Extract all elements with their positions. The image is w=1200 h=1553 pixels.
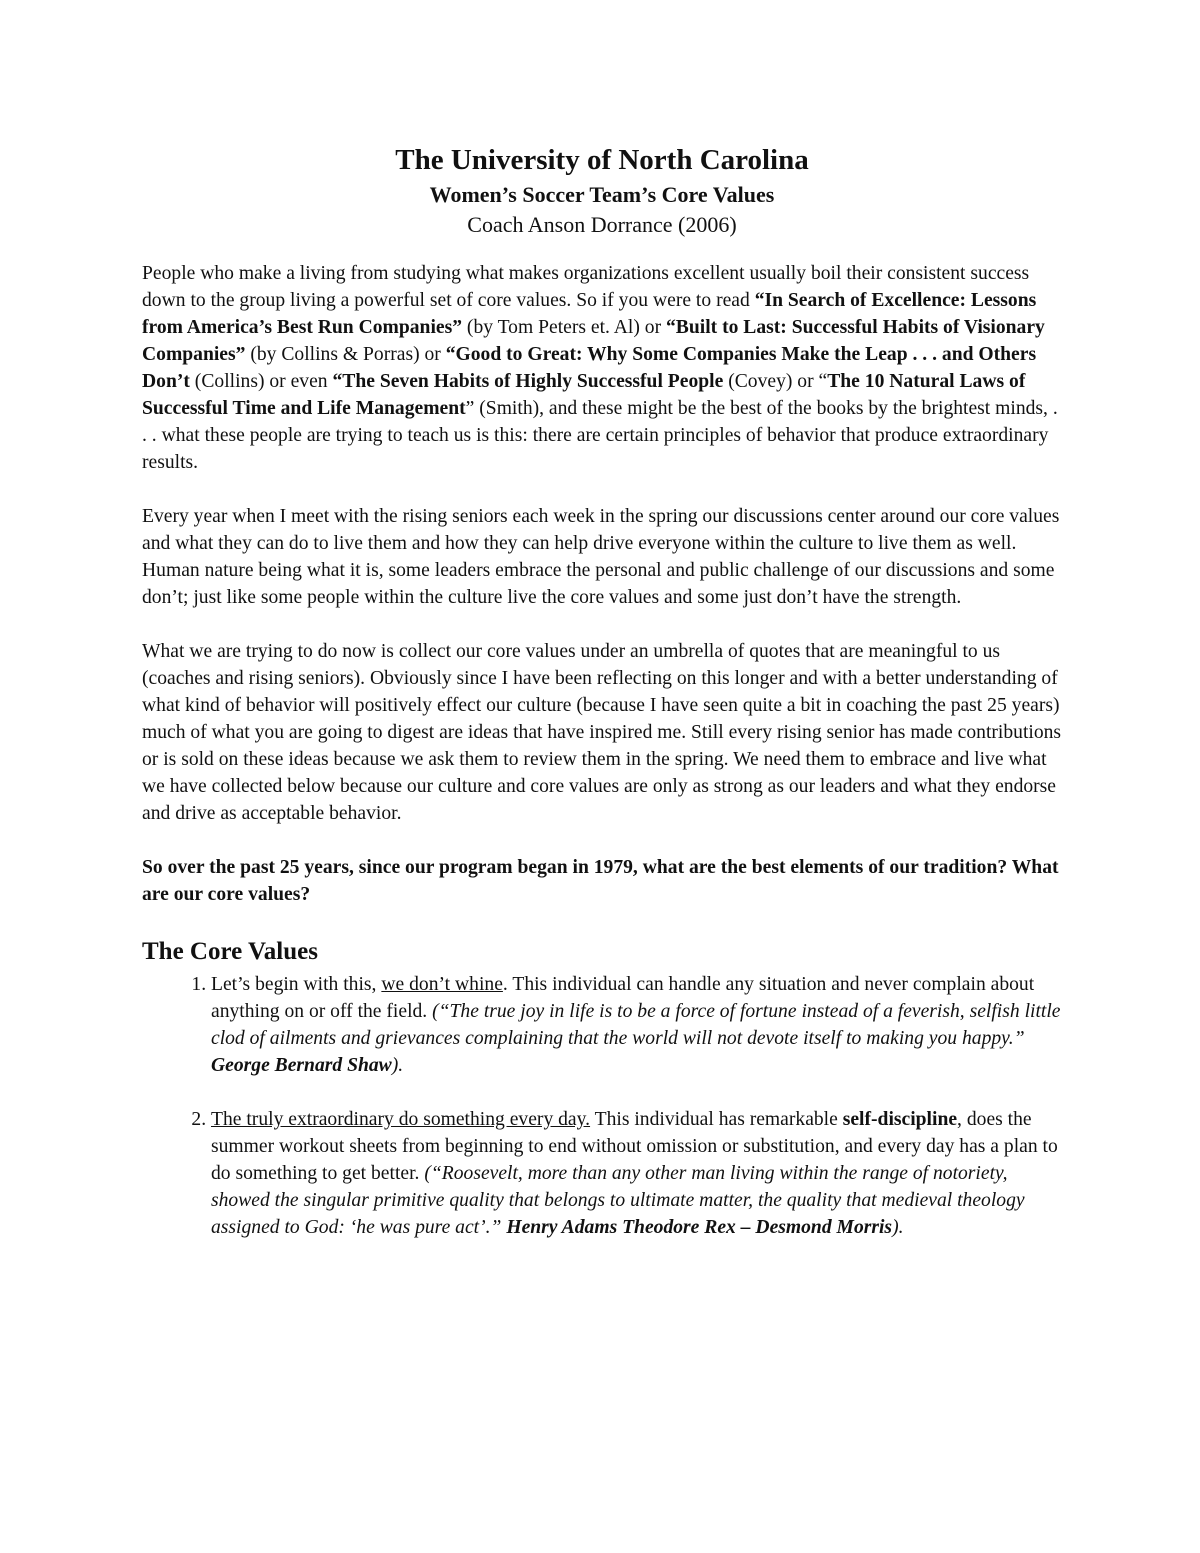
book-title: “Built to Last: Successful Habits of Visionary Companies” <box>142 317 1045 365</box>
quote-attribution: Henry Adams Theodore Rex – Desmond Morris <box>501 1217 893 1238</box>
intro-paragraph-2: Every year when I meet with the rising seniors each week in the spring our discussions center around our core values and what they can do to live them and how they can help drive everyone within the culture to live them as well. Human nature being what it is, some leaders embrace the personal and public challenge of our discussions and some don’t; just like some people within the culture live the core values and some just don’t have the strength. <box>142 506 1060 608</box>
value-text: , does the summer workout sheets from beginning to end without omission or substitution, and every day has a plan to do something to get better. <box>211 1109 1058 1184</box>
book-title: “Good to Great: Why Some Companies Make the Leap . . . and Others Don’t <box>142 344 1037 392</box>
value-quote: (“The true joy in life is to be a force of fortune instead of a feverish, selfish little clod of ailments and grievances complaining that the world will not devote itself to making you happy.” <box>211 1001 1061 1049</box>
core-value-item <box>211 1106 1062 1241</box>
intro-text: ” (Smith), and these might be the best of the books by the brightest minds, . . . what these people are trying to teach us is this: there are certain principles of behavior that produce extraordinary results. <box>142 398 1058 473</box>
document-page <box>142 140 1062 1268</box>
book-title: “In Search of Excellence: Lessons from America’s Best Run Companies” <box>142 290 1037 338</box>
value-headline: we don’t whine <box>381 974 503 995</box>
intro-paragraph-1 <box>142 260 1062 476</box>
value-headline: The truly extraordinary do something every day. <box>211 1109 591 1130</box>
intro-text: (by Collins & Porras) or <box>245 344 446 365</box>
document-subtitle: Women’s Soccer Team’s Core Values <box>429 182 775 207</box>
document-title: The University of North Carolina <box>395 144 809 176</box>
value-emphasis: self-discipline <box>842 1109 958 1130</box>
value-text: ). <box>892 1217 904 1238</box>
book-title: The 10 Natural Laws of Successful Time and Life Management <box>142 371 1026 419</box>
book-title: “The Seven Habits of Highly Successful People <box>332 371 724 392</box>
document-byline: Coach Anson Dorrance (2006) <box>467 212 737 237</box>
core-value-item <box>211 971 1062 1079</box>
value-text: . This individual can handle any situation and never complain about anything on or off the field. <box>211 974 1035 1022</box>
core-values-question: So over the past 25 years, since our program began in 1979, what are the best elements of our tradition? What are our core values? <box>142 857 1059 905</box>
core-values-list <box>142 971 1062 1241</box>
value-text: This individual has remarkable <box>590 1109 843 1130</box>
intro-paragraph-3: What we are trying to do now is collect our core values under an umbrella of quotes that are meaningful to us (coaches and rising seniors). Obviously since I have been reflecting on this longer and with a better understanding of what kind of behavior will positively effect our culture (because I have seen quite a bit in coaching the past 25 years) much of what you are going to digest are ideas that have inspired me. Still every rising senior has made contributions or is sold on these ideas because we ask them to review them in the spring. We need them to embrace and live what we have collected below because our culture and core values are only as strong as our leaders and what they endorse and drive as acceptable behavior. <box>142 641 1062 824</box>
value-text: Let’s begin with this, <box>211 974 382 995</box>
value-quote: (“Roosevelt, more than any other man living within the range of notoriety, showed the singular primitive quality that belongs to ultimate matter, the quality that medieval theology assigned to God: ‘he was pure act’.” <box>211 1163 1025 1238</box>
quote-attribution: George Bernard Shaw <box>211 1055 392 1076</box>
intro-text: (by Tom Peters et. Al) or <box>462 317 666 338</box>
intro-text: People who make a living from studying what makes organizations excellent usually boil their consistent success down to the group living a powerful set of core values. So if you were to read <box>142 263 1030 311</box>
value-text: ). <box>391 1055 404 1076</box>
intro-text: (Collins) or even <box>189 371 333 392</box>
intro-text: (Covey) or “ <box>723 371 828 392</box>
section-heading-core-values: The Core Values <box>142 938 318 965</box>
